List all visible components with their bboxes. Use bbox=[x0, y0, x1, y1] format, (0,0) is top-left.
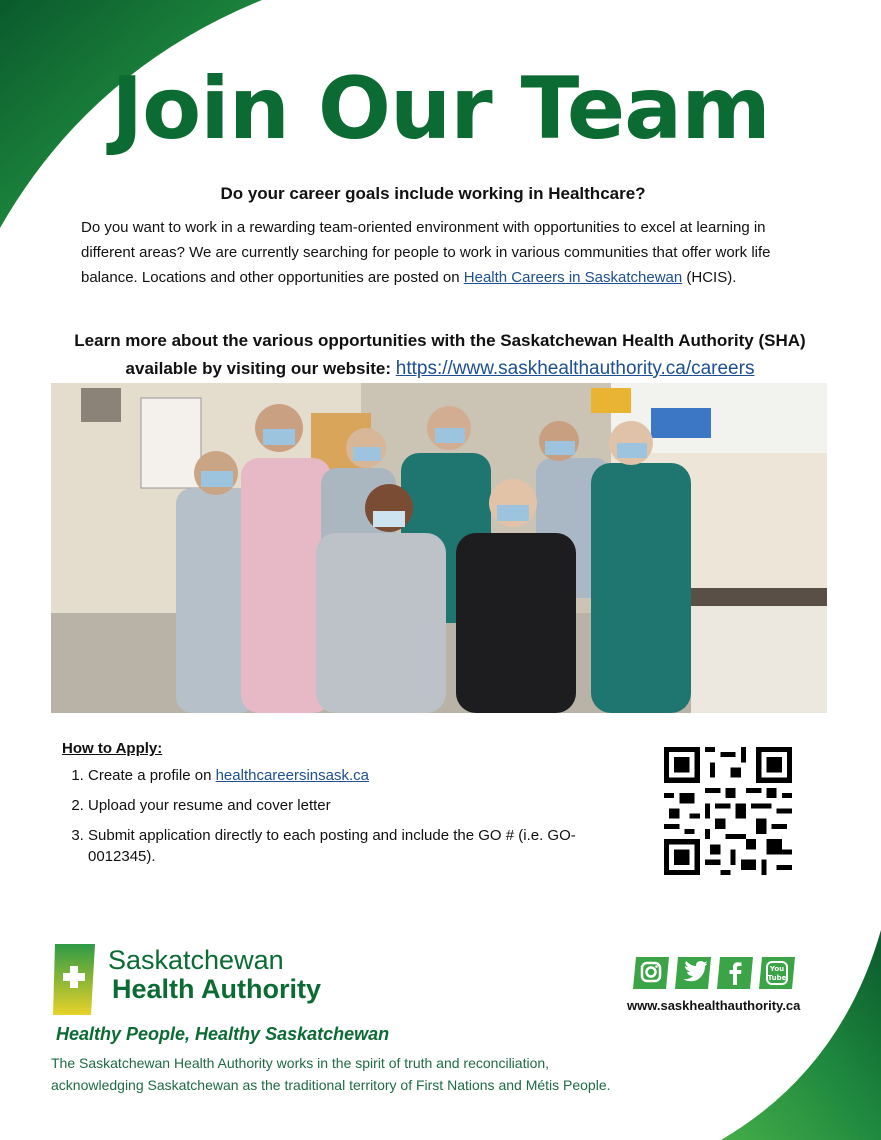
intro-text: Do you want to work in a rewarding team-oriented environment with opportunities to excel at learning in different areas? We are currently searching for people to work in various communities that offer work life balance. Locations and other opportunities are posted on bbox=[81, 219, 771, 286]
website-url: www.saskhealthauthority.ca bbox=[627, 998, 801, 1013]
apply-step-1 bbox=[88, 765, 622, 786]
acknowledgement-text bbox=[51, 1052, 691, 1096]
apply-step-2: 2. Upload your resume and cover letter bbox=[88, 795, 622, 816]
learn-more-text bbox=[60, 327, 820, 383]
healthcareers-link[interactable]: healthcareersinsask.ca bbox=[215, 767, 369, 784]
logo-text-health-authority: Health Authority bbox=[112, 974, 321, 1004]
acknowledgement-line-2: acknowledging Saskatchewan as the traditional territory of First Nations and Métis People. bbox=[51, 1077, 611, 1093]
acknowledgement-line-1: The Saskatchewan Health Authority works in the spirit of truth and reconciliation, bbox=[51, 1055, 550, 1071]
logo-text-saskatchewan: Saskatchewan bbox=[108, 945, 284, 975]
team-photo bbox=[51, 383, 827, 713]
how-to-apply-heading: How to Apply: bbox=[62, 740, 163, 757]
how-to-apply-section bbox=[62, 740, 622, 876]
hcis-link[interactable]: Health Careers in Saskatchewan bbox=[463, 269, 683, 286]
twitter-icon[interactable] bbox=[674, 955, 712, 991]
instagram-icon[interactable] bbox=[632, 955, 670, 991]
careers-website-link[interactable]: https://www.saskhealthauthority.ca/careers bbox=[395, 358, 755, 379]
svg-text:You: You bbox=[769, 965, 785, 973]
tagline: Healthy People, Healthy Saskatchewan bbox=[56, 1024, 390, 1044]
corner-swoosh-bottom-right bbox=[711, 930, 881, 1140]
intro-paragraph bbox=[81, 215, 781, 290]
apply-step-3: 3. Submit application directly to each posting and include the GO # (i.e. GO-0012345). bbox=[88, 825, 622, 867]
sha-logo-mark bbox=[51, 942, 97, 1017]
apply-steps-list bbox=[62, 765, 622, 867]
apply-step-1-text: Create a profile on bbox=[88, 767, 216, 784]
qr-code[interactable] bbox=[664, 747, 792, 875]
svg-text:Tube: Tube bbox=[767, 974, 787, 982]
learn-more-label: Learn more about the various opportunities with the Saskatchewan Health Authority (SHA) available by visiting our website: bbox=[74, 331, 806, 378]
intro-text-end: (HCIS). bbox=[682, 269, 737, 286]
page-title: Join Our Team bbox=[111, 59, 770, 159]
subtitle: Do your career goals include working in Healthcare? bbox=[220, 184, 646, 203]
